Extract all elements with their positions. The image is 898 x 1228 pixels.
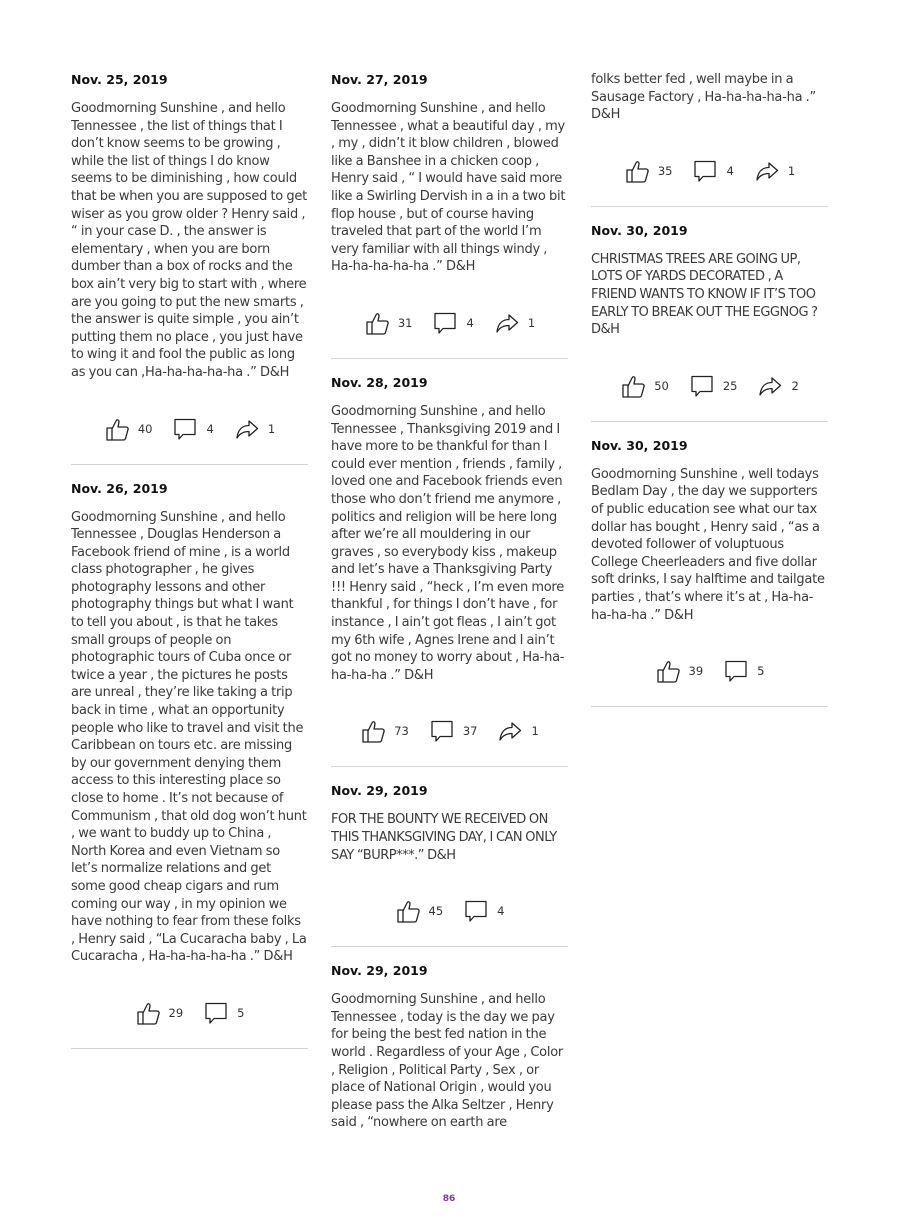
comment-icon [463, 898, 489, 924]
comment-button[interactable] [432, 310, 473, 336]
comment-button[interactable] [463, 898, 504, 924]
comment-count: 25 [722, 378, 738, 393]
comment-count: 5 [237, 1005, 245, 1020]
post-text: FOR THE BOUNTY WE RECEIVED ON THIS THANKSGIVING DAY, I CAN ONLY SAY “BURP***.” D&H [331, 812, 557, 863]
divider [71, 1048, 308, 1049]
divider [591, 706, 828, 707]
share-icon [757, 373, 783, 399]
share-button[interactable] [754, 158, 795, 184]
like-count: 31 [397, 315, 413, 330]
share-button[interactable] [757, 373, 798, 399]
share-icon [494, 310, 520, 336]
share-icon [234, 416, 260, 442]
share-button[interactable] [497, 718, 538, 744]
thumbs-up-icon [360, 718, 386, 744]
reaction-bar [591, 369, 828, 403]
thumbs-up-icon [655, 658, 681, 684]
comment-icon [723, 658, 749, 684]
share-count: 2 [791, 378, 799, 393]
comment-count: 5 [757, 664, 765, 679]
comment-button[interactable] [172, 416, 213, 442]
thumbs-up-icon [104, 416, 130, 442]
thumbs-up-icon [624, 158, 650, 184]
page-number: 86 [442, 1194, 456, 1204]
like-button[interactable] [395, 898, 444, 924]
comment-button[interactable] [689, 373, 738, 399]
post-text: Goodmorning Sunshine , and hello Tennessee , Douglas Henderson a Facebook friend of mine , is a world class photographer , he gives photography lessons and other photography things but what I want to tell you about , is that he takes small groups of people on photographic tours of Cuba once or twice a year , the pictures he posts are unreal , they’re like taking a trip back in time , what an opportunity people who like to travel and visit the Caribbean on tours etc. are missing by our government denying them access to this interesting place so close to home . It’s not because of Communism , that old dog won’t hunt , we want to buddy up to China , North Korea and even Vietnam so let’s normalize relations and get some good cheap cigars and rum coming our way , in my opinion we have nothing to fear from these folks , Henry said , “La Cucaracha baby , La Cucaracha , Ha-ha-ha-ha-ha .” D&H [71, 509, 307, 965]
like-button[interactable] [655, 658, 704, 684]
comment-icon [429, 718, 455, 744]
like-button[interactable] [135, 1000, 184, 1026]
reaction-bar [331, 306, 568, 340]
divider [331, 766, 568, 767]
thumbs-up-icon [620, 373, 646, 399]
share-count: 1 [787, 163, 796, 178]
thumbs-up-icon [395, 898, 421, 924]
post-nov-27 [331, 70, 568, 359]
post-date: Nov. 25, 2019 [71, 72, 168, 87]
post-date: Nov. 30, 2019 [591, 222, 688, 238]
like-count: 73 [394, 724, 409, 739]
like-count: 39 [688, 664, 704, 679]
comment-icon [692, 158, 718, 184]
like-button[interactable] [104, 416, 153, 442]
column-1 [71, 70, 308, 1063]
comment-count: 4 [497, 904, 505, 919]
comment-count: 37 [462, 724, 478, 739]
column-2 [331, 70, 568, 1132]
post-text: Goodmorning Sunshine , well todays Bedlam Day , the day we supporters of public education see what our tax dollar has bought , Henry said , “as a devoted follower of voluptuous College Cheerleaders and five dollar soft drinks, I say halftime and tailgate parties , that’s where it’s at , Ha-ha-ha-ha-ha .” D&H [591, 466, 825, 623]
comment-icon [203, 1000, 229, 1026]
post-date: Nov. 28, 2019 [331, 374, 428, 390]
share-button[interactable] [494, 310, 535, 336]
comment-icon [689, 373, 715, 399]
post-date: Nov. 26, 2019 [71, 480, 168, 496]
divider [331, 358, 568, 359]
comment-button[interactable] [692, 158, 733, 184]
share-count: 1 [267, 421, 276, 436]
like-button[interactable] [360, 718, 409, 744]
share-icon [497, 718, 523, 744]
post-date: Nov. 29, 2019 [331, 783, 428, 799]
post-nov-26 [71, 479, 308, 1049]
post-nov-28 [331, 373, 568, 768]
post-text: CHRISTMAS TREES ARE GOING UP, LOTS OF YARDS DECORATED , A FRIEND WANTS TO KNOW IF IT’S TOO EARLY TO BREAK OUT THE EGGNOG ? D&H [591, 251, 818, 338]
like-button[interactable] [620, 373, 669, 399]
comment-button[interactable] [203, 1000, 244, 1026]
post-nov-30-b [591, 436, 828, 707]
reaction-bar [591, 654, 828, 688]
post-date: Nov. 27, 2019 [331, 72, 428, 87]
reaction-bar [591, 154, 828, 188]
post-nov-25 [71, 70, 308, 465]
like-count: 45 [428, 904, 444, 919]
divider [331, 946, 568, 947]
comment-count: 4 [726, 163, 734, 178]
comment-button[interactable] [429, 718, 478, 744]
comment-icon [172, 416, 198, 442]
comment-icon [432, 310, 458, 336]
post-text: Goodmorning Sunshine , and hello Tennessee , Thanksgiving 2019 and I have more to be thankful for than I could ever mention , friends , family , loved one and Facebook friends even those who don’t friend me anymore , politics and religion will be here long after we’re all mouldering in our graves , so everybody kiss , makeup and let’s have a Thanksgiving Party !!! Henry said , “heck , I’m even more thankful , for things I don’t have , for instance , I ain’t got fleas , I ain’t got my 6th wife , Agnes Irene and I ain’t got no money to worry about , Ha-ha-ha-ha-ha .” D&H [331, 403, 565, 683]
post-nov-29-a [331, 781, 568, 947]
reaction-bar [331, 894, 568, 928]
post-text: Goodmorning Sunshine , and hello Tennessee , what a beautiful day , my , my , didn’t it blow children , blowed like a Banshee in a chicken coop , Henry said , “ I would have said more like a Swirling Dervish in a in a two bit flop house , but of course having traveled that part of the world I’m very familiar with all things windy , Ha-ha-ha-ha-ha .” D&H [331, 101, 566, 275]
post-date: Nov. 29, 2019 [331, 963, 428, 979]
post-nov-29-b-continued [591, 71, 828, 207]
comment-button[interactable] [723, 658, 764, 684]
divider [71, 464, 308, 465]
like-count: 50 [654, 378, 669, 393]
post-text: Goodmorning Sunshine , and hello Tennessee , today is the day we pay for being the best fed nation in the world . Regardless of your Age , Color , Religion , Political Party , Sex , or place of National Origin , would you please pass the Alka Seltzer , Henry said , “nowhere on earth are [331, 992, 564, 1131]
column-3 [591, 71, 828, 721]
share-button[interactable] [234, 416, 275, 442]
thumbs-up-icon [135, 1000, 161, 1026]
post-date: Nov. 30, 2019 [591, 437, 688, 453]
comment-count: 4 [206, 421, 214, 436]
reaction-bar [71, 412, 308, 446]
thumbs-up-icon [364, 310, 390, 336]
share-count: 1 [531, 724, 539, 739]
reaction-bar [71, 996, 308, 1030]
post-text: Goodmorning Sunshine , and hello Tennessee , the list of things that I don’t know seems to be growing , while the list of things I do know seems to be diminishing , how could that be when you are supposed to get wiser as you grow older ? Henry said , “ in your case D. , the answer is elementary , when you are born dumber than a box of rocks and the box ain’t very big to start with , where are you going to put the new smarts , the answer is quite simple , you ain’t putting them no place , you just have to wing it and fool the public as long as you can ,Ha-ha-ha-ha-ha .” D&H [71, 101, 307, 380]
post-nov-30-a [591, 221, 828, 422]
share-icon [754, 158, 780, 184]
post-nov-29-b [331, 961, 568, 1132]
divider [591, 206, 828, 207]
post-text-continued: folks better fed , well maybe in a Sausage Factory , Ha-ha-ha-ha-ha .” D&H [591, 72, 817, 123]
comment-count: 4 [466, 315, 474, 330]
like-button[interactable] [364, 310, 413, 336]
like-count: 40 [137, 421, 153, 436]
reaction-bar [331, 714, 568, 748]
share-count: 1 [527, 315, 536, 330]
like-button[interactable] [624, 158, 673, 184]
like-count: 29 [168, 1005, 184, 1020]
divider [591, 421, 828, 422]
like-count: 35 [657, 163, 673, 178]
